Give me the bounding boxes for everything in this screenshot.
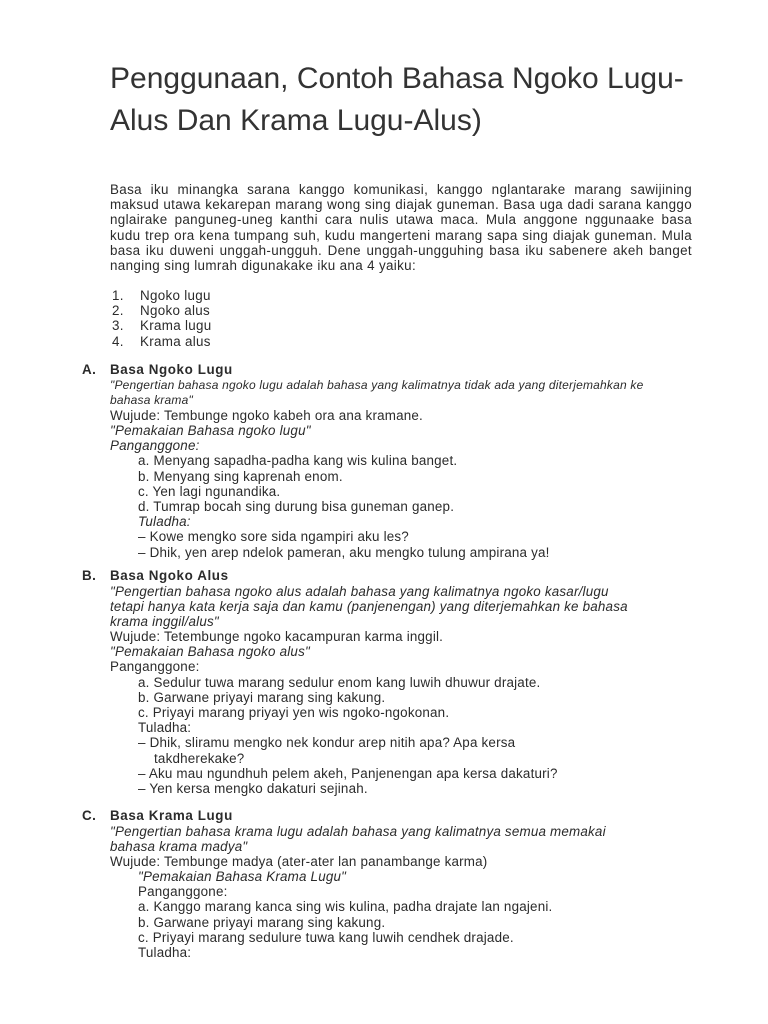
list-item (112, 303, 211, 318)
wujude-line: Wujude: Tembunge ngoko kabeh ora ana kramane. (110, 407, 423, 423)
example-line: – Yen kersa mengko dakaturi sejinah. (138, 780, 368, 796)
example-line: – Kowe mengko sore sida ngampiri aku les? (138, 529, 409, 545)
section-c (82, 808, 702, 960)
wujude-line: Wujude: Tetembunge ngoko kacampuran karma inggil. (110, 629, 444, 645)
usage-item: c. Yen lagi ngunandika. (138, 483, 281, 499)
tuladha-label: Tuladha: (138, 720, 192, 736)
list-number: 1. (112, 288, 124, 303)
example-line: – Aku mau ngundhuh pelem akeh, Panjenengan apa kersa dakaturi? (138, 765, 558, 781)
list-text: Krama alus (140, 333, 211, 349)
list-item (112, 334, 211, 349)
usage-item: a. Menyang sapadha-padha kang wis kulina banget. (138, 453, 458, 469)
usage-item: b. Garwane priyayi marang sing kakung. (138, 914, 386, 930)
tuladha-label: Tuladha: (138, 514, 191, 530)
list-number: 2. (112, 303, 124, 319)
list-number: 3. (112, 318, 124, 334)
usage-heading: "Pemakaian Bahasa ngoko lugu" (110, 423, 311, 439)
section-title: Basa Ngoko Alus (110, 568, 229, 583)
usage-item: d. Tumrap bocah sing durung bisa guneman ganep. (138, 499, 455, 514)
list-text: Ngoko alus (140, 303, 210, 319)
definition-line: "Pengertian bahasa krama lugu adalah bahasa yang kalimatnya semua memakai (110, 823, 606, 839)
list-text: Ngoko lugu (140, 288, 211, 303)
tuladha-label: Tuladha: (138, 945, 192, 960)
panganggone-label: Panganggone: (110, 438, 200, 454)
usage-heading: "Pemakaian Bahasa Krama Lugu" (138, 869, 347, 885)
example-line: – Dhik, yen arep ndelok pameran, aku mengko tulung ampirana ya! (138, 544, 550, 560)
intro-list (112, 288, 211, 349)
list-number: 4. (112, 333, 124, 349)
section-letter: A. (82, 362, 97, 377)
panganggone-label: Panganggone: (110, 659, 200, 675)
example-line: – Dhik, sliramu mengko nek kondur arep nitih apa? Apa kersa (138, 735, 516, 751)
page-title: Penggunaan, Contoh Bahasa Ngoko Lugu-Alus Dan Krama Lugu-Alus) (110, 62, 684, 137)
list-item (112, 318, 211, 333)
section-a (82, 362, 702, 560)
section-heading (82, 362, 702, 378)
definition-line: "Pengertian bahasa ngoko lugu adalah bahasa yang kalimatnya tidak ada yang diterjemahkan ke (110, 377, 644, 392)
usage-heading: "Pemakaian Bahasa ngoko alus" (110, 644, 310, 660)
list-item (112, 288, 211, 303)
panganggone-label: Panganggone: (138, 884, 228, 900)
usage-item: b. Garwane priyayi marang sing kakung. (138, 689, 386, 705)
definition-line: "Pengertian bahasa ngoko alus adalah bahasa yang kalimatnya ngoko kasar/lugu (110, 583, 609, 599)
usage-item: c. Priyayi marang sedulure tuwa kang luwih cendhek drajade. (138, 929, 514, 945)
list-text: Krama lugu (140, 318, 212, 334)
intro-paragraph: Basa iku minangka sarana kanggo komunikasi, kanggo nglantarake marang sawijining maksud utawa kekarepan marang wong sing diajak guneman. Basa uga dadi sarana kanggo nglairake panguneg-uneg kanthi cara nulis utawa maca. Mula anggone nggunaake basa kudu trep ora kena tumpang suh, kudu mangerteni marang sapa sing diajak guneman. Mula basa iku duweni unggah-ungguh. Dene unggah-ungguhing basa iku sabenere akeh banget nanging sing lumrah digunakake iku ana 4 yaiku: (110, 182, 692, 274)
section-letter: C. (82, 808, 97, 823)
definition-line: tetapi hanya kata kerja saja dan kamu (panjenengan) yang diterjemahkan ke bahasa (110, 598, 628, 614)
section-title: Basa Krama Lugu (110, 808, 233, 823)
section-b (82, 568, 702, 796)
wujude-line: Wujude: Tembunge madya (ater-ater lan panambange karma) (110, 853, 488, 869)
section-title: Basa Ngoko Lugu (110, 362, 233, 377)
example-line: takdherekake? (154, 750, 245, 766)
usage-item: c. Priyayi marang priyayi yen wis ngoko-ngokonan. (138, 705, 450, 720)
definition-line: bahasa krama madya" (110, 838, 248, 854)
usage-item: b. Menyang sing kaprenah enom. (138, 468, 343, 484)
section-heading (82, 808, 702, 824)
section-letter: B. (82, 568, 97, 583)
definition-line: bahasa krama" (110, 392, 193, 407)
definition-line: krama inggil/alus" (110, 613, 219, 629)
section-heading (82, 568, 702, 584)
usage-item: a. Sedulur tuwa marang sedulur enom kang luwih dhuwur drajate. (138, 674, 541, 690)
usage-item: a. Kanggo marang kanca sing wis kulina, padha drajate lan ngajeni. (138, 899, 553, 915)
